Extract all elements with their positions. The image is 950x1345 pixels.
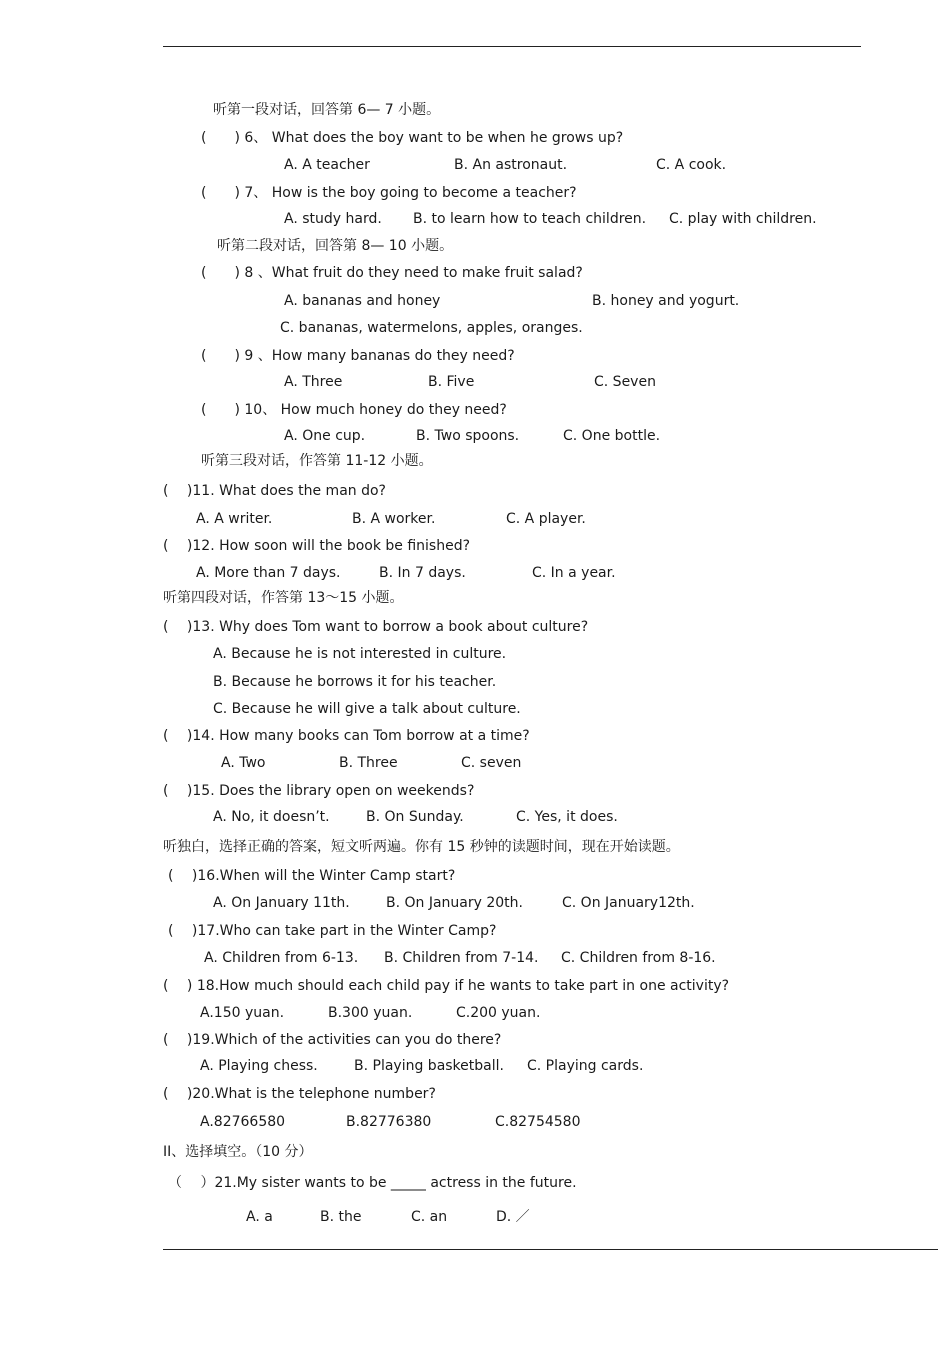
answer-option: A. a [246,1209,273,1225]
answer-option: A.82766580 [200,1114,286,1130]
answer-option: D. ／ [496,1209,530,1225]
bottom-rule [163,1249,938,1250]
question-text: ( )15. Does the library open on weekends? [163,783,475,799]
answer-option: C. an [411,1209,448,1225]
answer-option: A. Children from 6-13. [204,950,359,966]
answer-option: A. A teacher [284,157,370,173]
section-heading: 听第二段对话，回答第 8— 10 小题。 [217,238,454,254]
answer-option: B. In 7 days. [379,565,466,581]
answer-option: B. Five [428,374,475,390]
answer-option: C.82754580 [495,1114,581,1130]
section-heading: 听独白，选择正确的答案，短文听两遍。你有 15 秒钟的读题时间，现在开始读题。 [163,839,680,855]
answer-option: C. A cook. [656,157,727,173]
answer-option: C. Children from 8-16. [561,950,716,966]
answer-option: C. seven [461,755,522,771]
section-heading: 听第四段对话，作答第 13～15 小题。 [163,590,404,606]
section-heading: II、选择填空。（10 分） [163,1144,313,1160]
answer-option: A. More than 7 days. [196,565,341,581]
answer-option: A. study hard. [284,211,382,227]
answer-option: A. Two [221,755,266,771]
question-text: （ ）21.My sister wants to be _____ actress in the future. [168,1175,577,1191]
answer-option: B. the [320,1209,362,1225]
answer-option: B. Two spoons. [416,428,520,444]
question-text: ( ) 9 、How many bananas do they need? [201,348,515,364]
answer-option: B. An astronaut. [454,157,568,173]
answer-option: A. Playing chess. [200,1058,318,1074]
section-heading: 听第三段对话，作答第 11-12 小题。 [201,453,433,469]
answer-option: C. Seven [594,374,656,390]
answer-option: B. A worker. [352,511,436,527]
question-text: ( )19.Which of the activities can you do there? [163,1032,502,1048]
question-text: ( ) 6、 What does the boy want to be when he grows up? [201,130,624,146]
answer-option: C. Because he will give a talk about culture. [213,701,521,717]
answer-option: C. A player. [506,511,586,527]
question-text: ( ) 10、 How much honey do they need? [201,402,507,418]
answer-option: C. Yes, it does. [516,809,618,825]
question-text: ( )11. What does the man do? [163,483,386,499]
answer-option: C.200 yuan. [456,1005,541,1021]
answer-option: B. Three [339,755,398,771]
answer-option: A. Three [284,374,343,390]
answer-option: B. Because he borrows it for his teacher. [213,674,497,690]
answer-option: A. On January 11th. [213,895,350,911]
question-text: ( ) 7、 How is the boy going to become a teacher? [201,185,577,201]
question-text: ( ) 8 、What fruit do they need to make fruit salad? [201,265,583,281]
answer-option: A. bananas and honey [284,293,441,309]
answer-option: A. One cup. [284,428,366,444]
answer-option: A.150 yuan. [200,1005,285,1021]
answer-option: B.300 yuan. [328,1005,413,1021]
question-text: ( ) 18.How much should each child pay if he wants to take part in one activity? [163,978,730,994]
section-heading: 听第一段对话，回答第 6— 7 小题。 [213,102,441,118]
answer-option: C. play with children. [669,211,817,227]
answer-option: B. On Sunday. [366,809,464,825]
question-text: ( )14. How many books can Tom borrow at a time? [163,728,530,744]
answer-option: B. to learn how to teach children. [413,211,647,227]
answer-option: B. On January 20th. [386,895,523,911]
question-text: ( )16.When will the Winter Camp start? [168,868,456,884]
top-rule [163,46,861,47]
answer-option: C. In a year. [532,565,616,581]
answer-option: C. One bottle. [563,428,661,444]
answer-option: C. bananas, watermelons, apples, oranges. [280,320,583,336]
question-text: ( )20.What is the telephone number? [163,1086,436,1102]
question-text: ( )13. Why does Tom want to borrow a book about culture? [163,619,589,635]
answer-option: C. On January12th. [562,895,695,911]
answer-option: A. A writer. [196,511,273,527]
answer-option: B. Children from 7-14. [384,950,539,966]
answer-option: C. Playing cards. [527,1058,644,1074]
answer-option: A. Because he is not interested in culture. [213,646,507,662]
question-text: ( )12. How soon will the book be finished? [163,538,471,554]
question-text: ( )17.Who can take part in the Winter Camp? [168,923,497,939]
answer-option: B. Playing basketball. [354,1058,504,1074]
answer-option: A. No, it doesn’t. [213,809,330,825]
answer-option: B.82776380 [346,1114,432,1130]
answer-option: B. honey and yogurt. [592,293,740,309]
